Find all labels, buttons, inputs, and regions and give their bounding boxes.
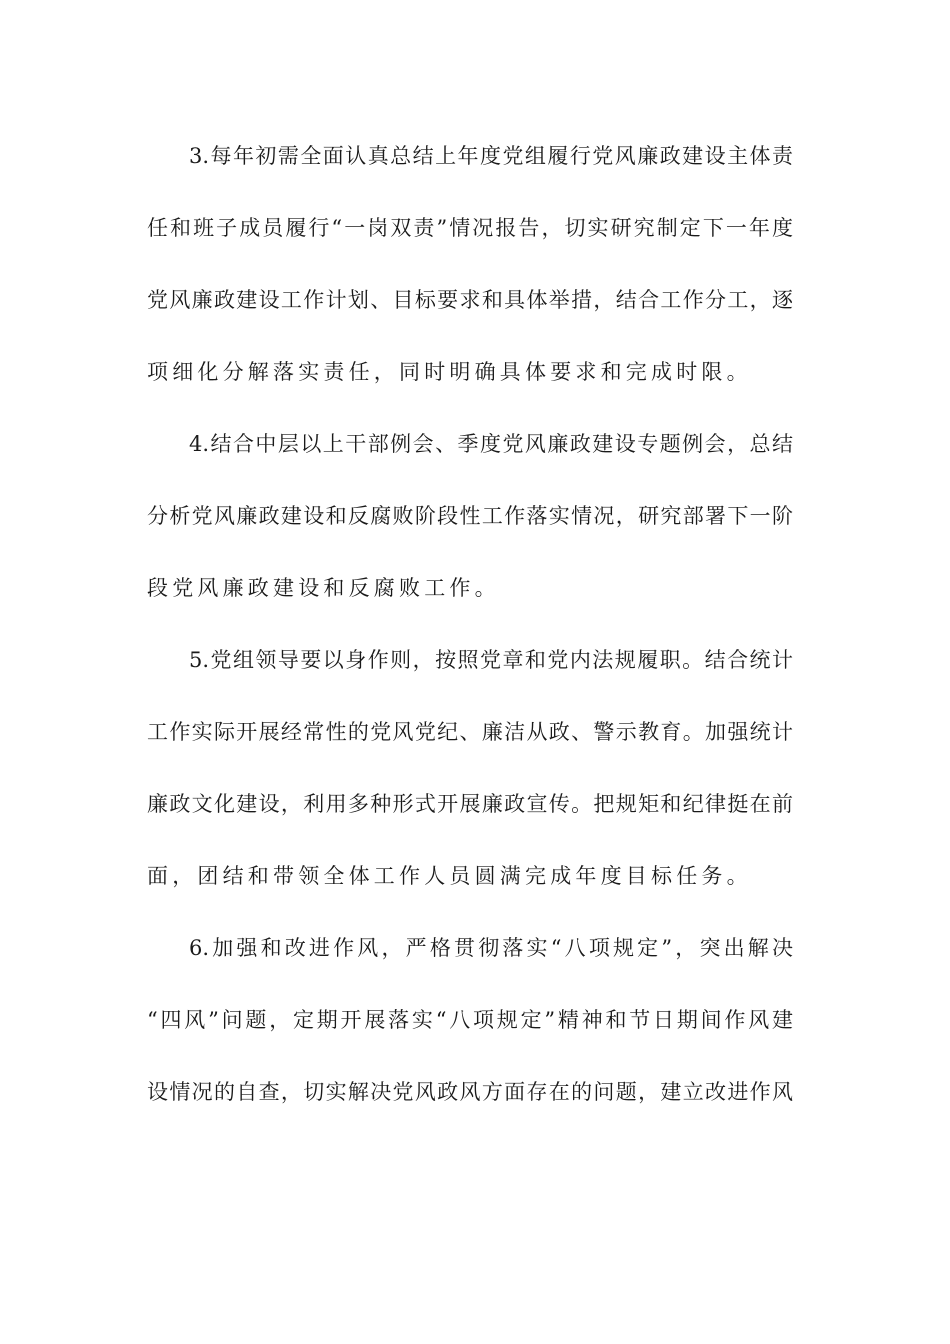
paragraph-4-line-1: 4.结合中层以上干部例会、季度党风廉政建设专题例会，总结 bbox=[189, 432, 793, 456]
paragraph-5-line-3: 廉政文化建设，利用多种形式开展廉政宣传。把规矩和纪律挺在前 bbox=[147, 792, 793, 816]
paragraph-6-line-2: “四风”问题，定期开展落实“八项规定”精神和节日期间作风建 bbox=[147, 1008, 793, 1032]
paragraph-5-line-1: 5.党组领导要以身作则，按照党章和党内法规履职。结合统计 bbox=[189, 648, 793, 672]
paragraph-5-line-4: 面，团结和带领全体工作人员圆满完成年度目标任务。 bbox=[147, 864, 752, 888]
paragraph-4-line-3: 段党风廉政建设和反腐败工作。 bbox=[147, 576, 500, 600]
paragraph-5-line-2: 工作实际开展经常性的党风党纪、廉洁从政、警示教育。加强统计 bbox=[147, 720, 793, 744]
paragraph-3-line-1: 3.每年初需全面认真总结上年度党组履行党风廉政建设主体责 bbox=[189, 144, 793, 168]
paragraph-4-line-2: 分析党风廉政建设和反腐败阶段性工作落实情况，研究部署下一阶 bbox=[147, 504, 793, 528]
paragraph-3-line-2: 任和班子成员履行“一岗双责”情况报告，切实研究制定下一年度 bbox=[147, 216, 793, 240]
paragraph-6-line-3: 设情况的自查，切实解决党风政风方面存在的问题，建立改进作风 bbox=[147, 1080, 793, 1104]
paragraph-6-line-1: 6.加强和改进作风，严格贯彻落实“八项规定”，突出解决 bbox=[189, 936, 793, 960]
paragraph-3-line-3: 党风廉政建设工作计划、目标要求和具体举措，结合工作分工，逐 bbox=[147, 288, 793, 312]
paragraph-3-line-4: 项细化分解落实责任，同时明确具体要求和完成时限。 bbox=[147, 360, 752, 384]
